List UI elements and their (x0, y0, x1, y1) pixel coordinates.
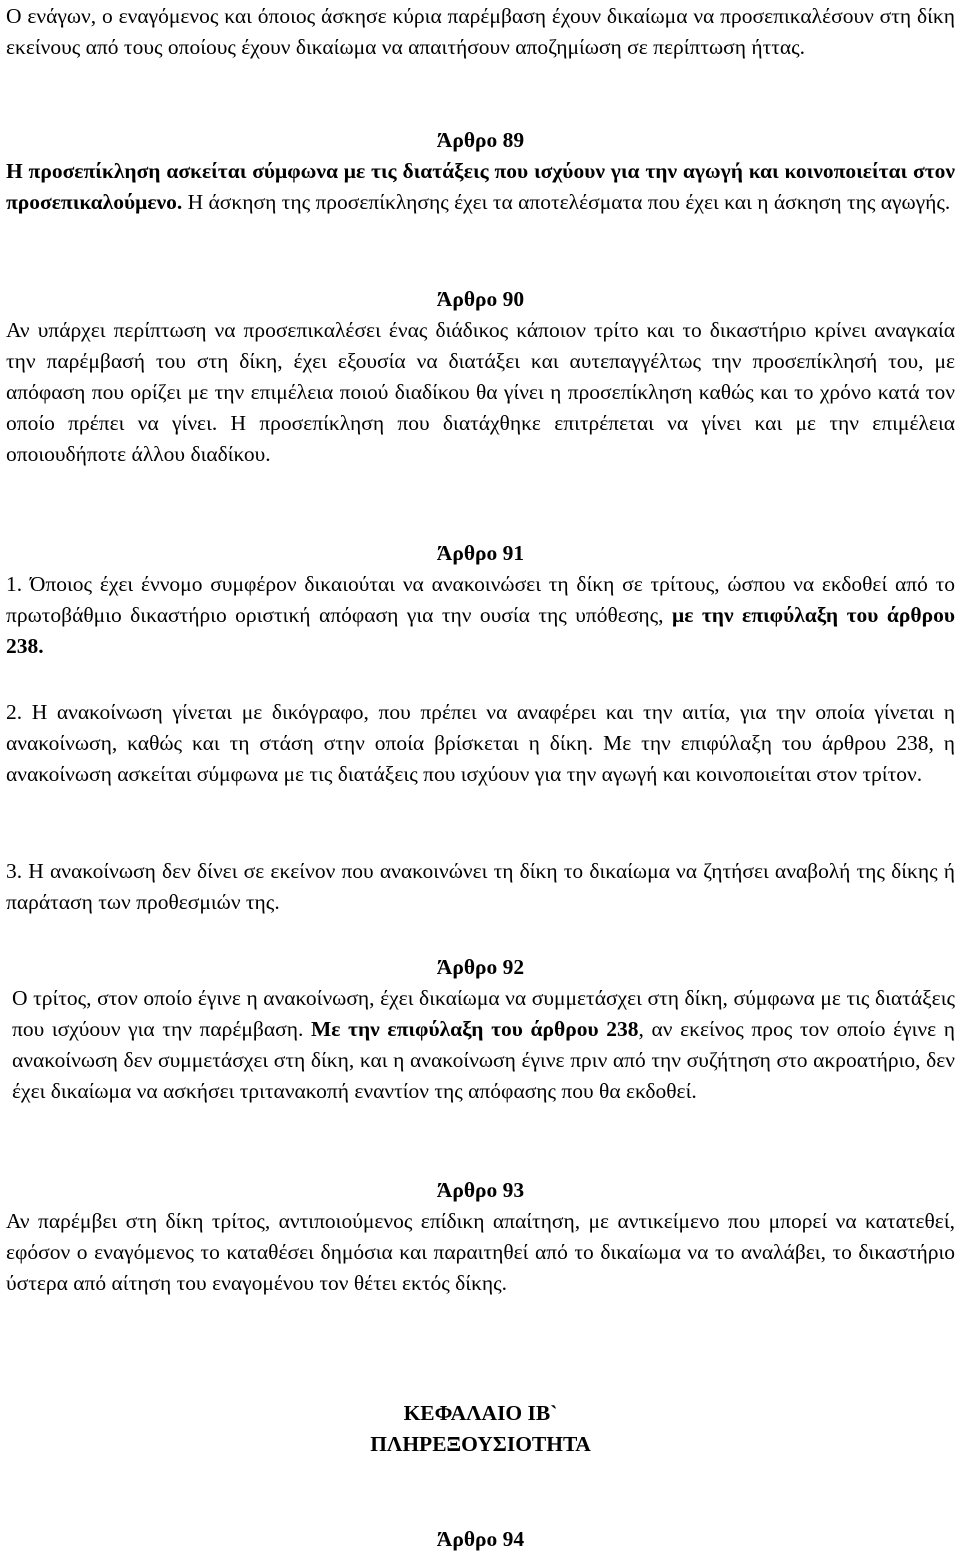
chapter-heading (6, 1398, 955, 1460)
article-91-paragraph-2-block (6, 697, 955, 790)
article-89-heading: Άρθρο 89 (436, 128, 525, 152)
article-91-paragraph-3: 3. Η ανακοίνωση δεν δίνει σε εκείνον που ανακοινώνει τη δίκη το δικαίωμα να ζητήσει αναβολή της δίκης ή παράταση των προθεσμιών της. (6, 859, 955, 914)
article-89-text (6, 156, 955, 218)
chapter-number: ΚΕΦΑΛΑΙΟ ΙΒ` (403, 1401, 558, 1425)
chapter-title: ΠΛΗΡΕΞΟΥΣΙΟΤΗΤΑ (370, 1432, 591, 1456)
article-91-paragraph-3-block (6, 856, 955, 918)
article-94 (6, 1524, 955, 1555)
article-93 (6, 1175, 955, 1299)
article-91-paragraph-1-bold: με την επιφύλαξη του άρθρου 238. (6, 603, 955, 658)
article-92-text-before: Ο τρίτος, στον οποίο έγινε η ανακοίνωση, έχει δικαίωμα να συμμετάσχει στη δίκη, σύμφωνα με τις διατάξεις που ισχύουν για την παρέμβαση. (12, 986, 955, 1041)
article-93-heading: Άρθρο 93 (436, 1178, 525, 1202)
intro-paragraph: Ο ενάγων, ο εναγόμενος και όποιος άσκησε κύρια παρέμβαση έχουν δικαίωμα να προσεπικαλέσουν στη δίκη εκείνους από τους οποίους έχουν δικαίωμα να απαιτήσουν αποζημίωση σε περίπτωση ήττας. (6, 4, 955, 59)
article-89-plain-text: Η άσκηση της προσεπίκλησης έχει τα αποτελέσματα που έχει και η άσκηση της αγωγής. (182, 190, 951, 214)
article-91-paragraph-2: 2. Η ανακοίνωση γίνεται με δικόγραφο, που πρέπει να αναφέρει και την αιτία, για την οποία γίνεται η ανακοίνωση, καθώς και τη στάση στην οποία βρίσκεται η δίκη. Με την επιφύλαξη του άρθρου 238, η ανακοίνωση ασκείται σύμφωνα με τις διατάξεις που ισχύουν για την αγωγή και κοινοποιείται στον τρίτον. (6, 700, 955, 786)
article-92 (6, 952, 955, 1107)
article-90 (6, 284, 955, 470)
article-92-text-after: , αν εκείνος προς τον οποίο έγινε η ανακοίνωση δεν συμμετάσχει στη δίκη, και η ανακοίνωση έγινε πριν από την συζήτηση στο ακροατήριο, δεν έχει δικαίωμα να ασκήσει τριτανακοπή εναντίον της απόφασης που θα εκδοθεί. (12, 1017, 955, 1103)
intro-paragraph-block (6, 1, 955, 63)
article-92-text (6, 983, 955, 1107)
article-91-paragraph-1 (6, 569, 955, 662)
article-90-heading: Άρθρο 90 (436, 287, 525, 311)
article-91-heading: Άρθρο 91 (436, 541, 525, 565)
article-94-heading: Άρθρο 94 (436, 1527, 525, 1551)
article-93-text: Αν παρέμβει στη δίκη τρίτος, αντιποιούμενος επίδικη απαίτηση, με αντικείμενο που μπορεί να κατατεθεί, εφόσον ο εναγόμενος το καταθέσει δημόσια και παραιτηθεί από το δικαίωμα να το αναλάβει, το δικαστήριο ύστερα από αίτηση του εναγομένου τον θέτει εκτός δίκης. (6, 1209, 955, 1295)
article-91 (6, 538, 955, 662)
article-89-bold-text: Η προσεπίκληση ασκείται σύμφωνα με τις διατάξεις που ισχύουν για την αγωγή και κοινοποιείται στον προσεπικαλούμενο. (6, 159, 955, 214)
article-91-paragraph-1-text: 1. Όποιος έχει έννομο συμφέρον δικαιούται να ανακοινώσει τη δίκη σε τρίτους, ώσπου να εκδοθεί από το πρωτοβάθμιο δικαστήριο οριστική απόφαση για την ουσία της υπόθεσης, (6, 572, 955, 627)
article-90-text: Αν υπάρχει περίπτωση να προσεπικαλέσει ένας διάδικος κάποιον τρίτο και το δικαστήριο κρίνει αναγκαία την παρέμβασή του στη δίκη, έχει εξουσία να διατάξει και αυτεπαγγέλτως την προσεπίκλησή του, με απόφαση που ορίζει με την επιμέλεια ποιού διαδίκου θα γίνει η προσεπίκληση καθώς και το χρόνο κατά τον οποίο πρέπει να γίνει. Η προσεπίκληση που διατάχθηκε επιτρέπεται να γίνει και με την επιμέλεια οποιουδήποτε άλλου διαδίκου. (6, 318, 955, 466)
article-92-heading: Άρθρο 92 (436, 955, 525, 979)
article-92-bold-text: Με την επιφύλαξη του άρθρου 238 (310, 1017, 639, 1041)
article-89 (6, 125, 955, 218)
